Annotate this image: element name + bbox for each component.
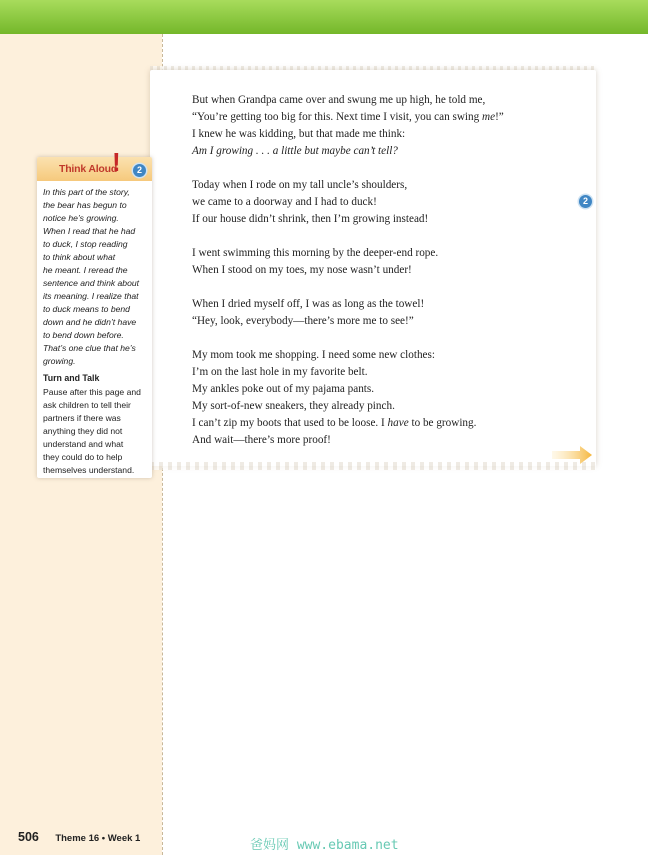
story-line-emphasis: have <box>387 417 409 429</box>
think-aloud-badge: 2 <box>133 164 146 177</box>
story-line-emphasis: me <box>482 111 496 123</box>
think-aloud-line: sentence and think about <box>43 278 140 288</box>
think-aloud-line: In this part of the story, <box>43 187 130 197</box>
story-line <box>192 262 592 279</box>
theme-week-label: Theme 16 • Week 1 <box>55 833 141 844</box>
story-line-text: My sort-of-new sneakers, they already pinch. <box>192 400 395 412</box>
turn-and-talk-line: they could do to help <box>43 452 123 462</box>
top-color-bar <box>0 0 648 34</box>
story-text <box>192 92 592 466</box>
story-line-text: My mom took me shopping. I need some new clothes: <box>192 349 435 361</box>
think-aloud-line: to think about what <box>43 252 116 262</box>
think-aloud-line: That’s one clue that he’s <box>43 343 136 353</box>
think-aloud-line: When I read that he had <box>43 226 136 236</box>
think-aloud-line: to bend down before. <box>43 330 124 340</box>
story-line <box>192 398 592 415</box>
think-aloud-line: down and he didn’t have <box>43 317 137 327</box>
story-stanza <box>192 92 592 160</box>
story-line-text: “Hey, look, everybody—there’s more me to see!” <box>192 315 414 327</box>
think-aloud-line: to duck means to bend <box>43 304 130 314</box>
page-footer <box>18 828 140 846</box>
think-aloud-line: to duck, I stop reading <box>43 239 128 249</box>
story-stanza <box>192 245 592 279</box>
story-line-text: I’m on the last hole in my favorite belt. <box>192 366 368 378</box>
story-line <box>192 313 592 330</box>
story-line <box>192 194 592 211</box>
turn-and-talk-line: Pause after this page and <box>43 387 141 397</box>
story-line-text: But when Grandpa came over and swung me up high, he told me, <box>192 94 486 106</box>
story-line-text: And wait—there’s more proof! <box>192 434 331 446</box>
story-line <box>192 347 592 364</box>
think-aloud-title: Think Aloud <box>59 163 118 175</box>
story-stanza <box>192 177 592 228</box>
story-line-text: to be growing. <box>408 417 477 429</box>
story-line <box>192 143 592 160</box>
think-aloud-box <box>37 147 152 478</box>
story-line <box>192 381 592 398</box>
story-line <box>192 177 592 194</box>
think-aloud-line: notice he’s growing. <box>43 213 119 223</box>
turn-and-talk-heading: Turn and Talk <box>43 373 100 383</box>
story-line-text: I can’t zip my boots that used to be loose. I <box>192 417 388 429</box>
page-number: 506 <box>18 830 39 844</box>
next-page-arrow-icon[interactable] <box>552 446 592 464</box>
story-line <box>192 92 592 109</box>
story-line <box>192 364 592 381</box>
story-line-emphasis: Am I growing . . . a little but maybe can’t tell? <box>192 145 398 157</box>
story-line-text: I knew he was kidding, but that made me think: <box>192 128 406 140</box>
story-line-text: When I dried myself off, I was as long as the towel! <box>192 298 425 310</box>
turn-and-talk-line: partners if there was <box>43 413 121 423</box>
turn-and-talk-line: ask children to tell their <box>43 400 131 410</box>
turn-and-talk-line: understand and what <box>43 439 124 449</box>
story-line <box>192 126 592 143</box>
story-line <box>192 211 592 228</box>
story-line <box>192 415 592 432</box>
story-line-text: My ankles poke out of my pajama pants. <box>192 383 375 395</box>
story-line <box>192 432 592 449</box>
think-aloud-line: the bear has begun to <box>43 200 127 210</box>
story-stanza <box>192 347 592 449</box>
story-line-text: “You’re getting too big for this. Next time I visit, you can swing <box>192 111 483 123</box>
turn-and-talk-line: themselves understand. <box>43 465 135 475</box>
story-line-text: If our house didn’t shrink, then I’m growing instead! <box>192 213 429 225</box>
story-stanza <box>192 296 592 330</box>
story-line-text: When I stood on my toes, my nose wasn’t under! <box>192 264 412 276</box>
story-line-text: I went swimming this morning by the deeper-end rope. <box>192 247 439 259</box>
think-aloud-text <box>43 186 151 368</box>
story-line <box>192 109 592 126</box>
turn-and-talk-text <box>43 386 151 477</box>
story-line-text: we came to a doorway and I had to duck! <box>192 196 377 208</box>
think-aloud-line: its meaning. I realize that <box>43 291 139 301</box>
turn-and-talk-line: anything they did not <box>43 426 123 436</box>
think-aloud-line: he meant. I reread the <box>43 265 128 275</box>
exclamation-icon: ! <box>112 147 121 177</box>
story-line-text: !” <box>495 111 504 123</box>
story-line <box>192 296 592 313</box>
story-line <box>192 245 592 262</box>
margin-note-badge: 2 <box>579 195 592 208</box>
watermark: 爸妈网 www.ebama.net <box>250 838 399 853</box>
story-line-text: Today when I rode on my tall uncle’s shoulders, <box>192 179 408 191</box>
think-aloud-line: growing. <box>43 356 76 366</box>
